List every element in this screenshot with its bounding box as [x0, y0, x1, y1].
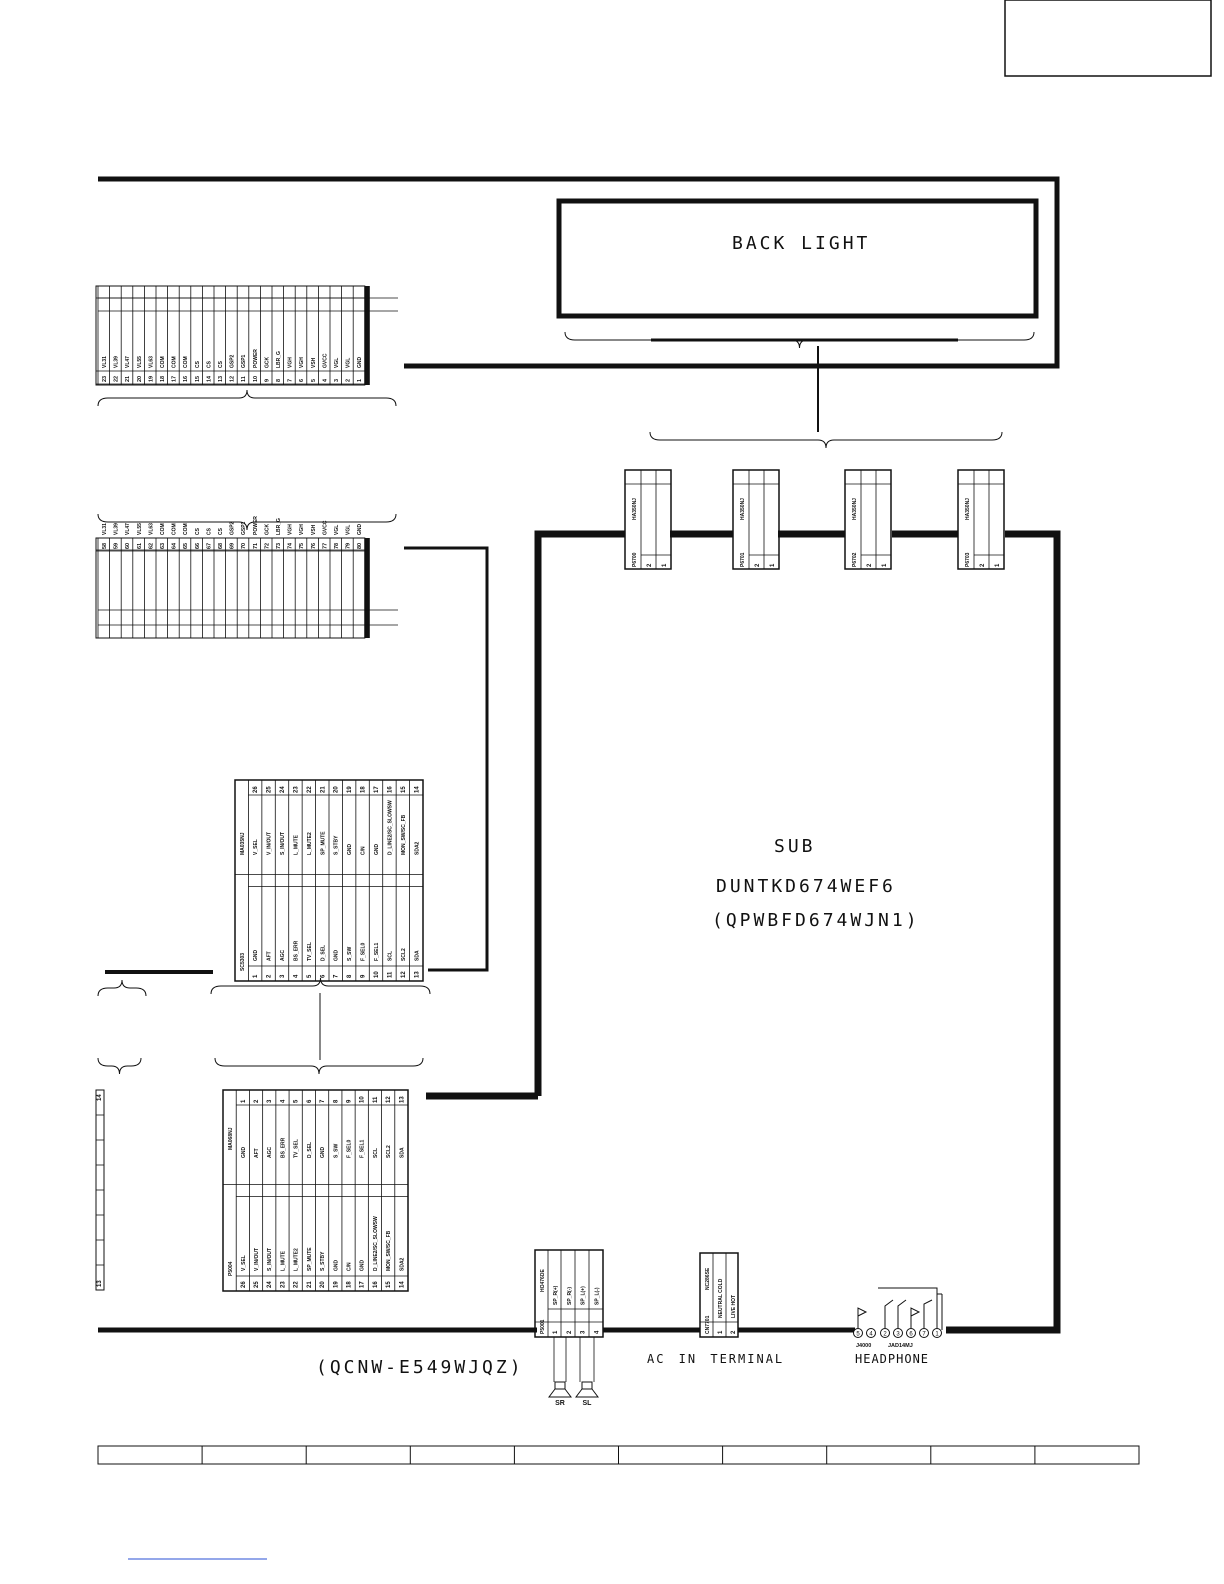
speaker-connector-pin-4: 4: [594, 1330, 601, 1334]
conn-lower-pin-8: 8: [333, 1099, 340, 1103]
sub-board-wire-left: [538, 534, 625, 1096]
conn-upper-pin-9: 9: [360, 974, 367, 978]
lcd-upper-pin-3: 3: [334, 378, 340, 382]
speaker-connector-signal: SP_L(+): [580, 1286, 587, 1305]
conn-lower-pin-19: 19: [333, 1281, 340, 1288]
page-number-box: [1005, 0, 1211, 76]
lcd-upper-pin-23: 23: [102, 375, 108, 382]
headphone-label: HEADPHONE: [855, 1352, 930, 1366]
speaker-connector-pin-1: 1: [553, 1330, 559, 1334]
conn-lower-signal: S_IN/OUT: [267, 1247, 274, 1271]
lcd-lower-strip: [96, 538, 365, 638]
lcd-lower-signal-23: GND: [357, 523, 364, 535]
lcd-lower-pin-67: 67: [206, 542, 213, 549]
conn-lower-pin-6: 6: [306, 1099, 313, 1103]
conn-upper-signal: L_MUTE: [293, 835, 300, 855]
speaker-left-icon: [576, 1382, 598, 1397]
conn-lower-pin-16: 16: [372, 1281, 379, 1288]
conn-lower-signal: AGC: [267, 1146, 274, 1158]
conn-lower-pin-10: 10: [359, 1096, 366, 1103]
conn-upper-pin-17: 17: [374, 786, 381, 793]
lcd-lower-pin-68: 68: [218, 542, 224, 549]
conn-upper-ref: SC5303: [240, 952, 246, 971]
conn-upper-pin-24: 24: [280, 786, 287, 793]
conn-upper-pin-23: 23: [293, 786, 300, 793]
lcd-lower-pin-58: 58: [102, 542, 108, 549]
backlight-label: BACK LIGHT: [732, 233, 871, 254]
conn-upper-signal: S_IN/OUT: [280, 831, 287, 855]
lcd-upper-pin-20: 20: [136, 375, 143, 382]
lcd-upper-pin-21: 21: [125, 375, 132, 382]
lcd-upper-pin-7: 7: [287, 378, 294, 382]
lcd-upper-signal-14: POWER: [252, 349, 259, 368]
conn-upper-signal: BS_ERR: [293, 940, 300, 961]
backlight-connector-pin: 2: [867, 563, 873, 567]
lcd-upper-signal-7: COM: [171, 356, 178, 368]
lcd-lower-signal-6: COM: [160, 523, 166, 535]
conn-lower-signal: S_SW: [333, 1143, 340, 1158]
conn-upper-pin-20: 20: [333, 786, 340, 793]
conn-upper-pin-15: 15: [400, 786, 407, 793]
conn-upper-signal: S_STBY: [333, 835, 340, 855]
ac-in-label: AC IN TERMINAL: [647, 1352, 785, 1366]
lcd-lower-pin-74: 74: [287, 542, 294, 549]
lcd-lower-signal-9: CS: [194, 528, 201, 535]
lcd-lower-signal-18: VGH: [299, 524, 306, 535]
ac-connector-ref: CN7701: [705, 1315, 711, 1334]
lcd-lower-signal-5: VL63: [148, 523, 155, 535]
conn-lower-pin-25: 25: [254, 1281, 261, 1288]
lcd-lower-signal-10: CS: [206, 528, 213, 535]
main-frame-wire: [98, 179, 1057, 366]
ac-connector-type: NC286SE: [705, 1267, 711, 1290]
lcd-upper-pin-15: 15: [194, 375, 201, 382]
conn-upper-signal: L_MUTE2: [306, 832, 313, 855]
lcd-upper-pin-12: 12: [229, 375, 236, 382]
conn-lower-pin-13: 13: [399, 1096, 406, 1103]
lcd-lower-pin-73: 73: [276, 542, 282, 549]
conn-lower-signal: F_SEL1: [359, 1139, 366, 1158]
conn-upper-signal: MON_SW/SC_FB: [400, 814, 407, 855]
conn-upper-pin-18: 18: [360, 786, 367, 793]
lcd-upper-strip: [96, 286, 365, 385]
conn-upper-signal: SP_MUTE: [320, 831, 327, 855]
lcd-upper-signal-4: VL55: [136, 356, 143, 368]
conn-lower-signal: V_IN/OUT: [254, 1247, 261, 1271]
conn-upper-signal: SDA: [414, 950, 421, 961]
conn-upper-signal: S_SW: [347, 946, 354, 961]
speaker-connector-signal: SP_L(-): [594, 1287, 601, 1305]
lcd-upper-signal-6: COM: [160, 356, 166, 368]
conn-upper-signal: AGC: [280, 949, 287, 961]
conn-lower-signal: L_MUTE: [280, 1251, 287, 1271]
lcd-lower-pin-70: 70: [241, 542, 248, 549]
conn-lower-signal: SDA: [399, 1147, 406, 1158]
conn-lower-signal: L_MUTE2: [293, 1248, 300, 1271]
lcd-lower-pin-72: 72: [264, 542, 271, 549]
lcd-upper-signal-17: VGH: [287, 357, 294, 368]
conn-lower-signal: SP_MUTE: [306, 1247, 313, 1271]
lcd-upper-pin-8: 8: [276, 378, 282, 382]
conn-upper-signal: TV_SEL: [306, 942, 313, 961]
conn-lower-signal: D_LINE2/SC_SLOWSW: [372, 1216, 379, 1271]
conn-upper-pin-10: 10: [374, 971, 381, 978]
conn-upper-signal: GND: [374, 843, 381, 855]
speaker-connector-type: HO476DE: [540, 1269, 546, 1292]
conn-upper-signal: V_IN/OUT: [266, 831, 273, 855]
conn-lower-ref: P5004: [228, 1261, 234, 1276]
sub-board-part: DUNTKD674WEF6: [716, 876, 896, 897]
lcd-upper-strip-edge: [365, 286, 370, 385]
lcd-upper-signal-21: VGL: [334, 357, 340, 368]
backlight-connector-pin: 1: [770, 563, 776, 567]
conn-lower-pin-9: 9: [346, 1099, 353, 1103]
conn-lower-pin-21: 21: [306, 1281, 313, 1288]
lcd-lower-signal-16: LBR_G: [276, 518, 282, 535]
conn-lower-signal: D_SEL: [306, 1141, 313, 1158]
conn-lower-pin-17: 17: [359, 1281, 366, 1288]
lcd-upper-pin-2: 2: [345, 378, 352, 382]
lcd-lower-pin-61: 61: [136, 542, 143, 549]
lcd-lower-to-conn-wire: [404, 548, 487, 970]
conn-upper-pin-26: 26: [253, 786, 260, 793]
speaker-label: SL: [582, 1400, 592, 1407]
lcd-upper-pin-14: 14: [206, 375, 213, 382]
conn-upper-pin-21: 21: [320, 786, 327, 793]
lcd-lower-pin-69: 69: [229, 542, 236, 549]
conn-upper-pin-16: 16: [387, 786, 394, 793]
conn-lower-pin-5: 5: [293, 1099, 300, 1103]
conn-upper-pin-3: 3: [280, 974, 287, 978]
lcd-upper-pin-16: 16: [183, 375, 190, 382]
conn-upper-pin-25: 25: [266, 786, 273, 793]
conn-upper-signal: SCL2: [400, 948, 407, 961]
conn-upper-pin-8: 8: [347, 974, 354, 978]
conn-upper-pin-12: 12: [400, 971, 407, 978]
conn-upper-pin-4: 4: [293, 974, 300, 978]
lcd-upper-pin-19: 19: [148, 375, 155, 382]
sub-board-code: (QPWBFD674WJN1): [712, 910, 920, 931]
lcd-upper-signal-1: VL31: [102, 356, 108, 368]
lcd-lower-pin-75: 75: [299, 542, 306, 549]
backlight-connector-ref: P6701: [740, 552, 746, 567]
left-brace-lower: [98, 1058, 141, 1074]
conn-upper-pin-19: 19: [347, 786, 354, 793]
lcd-lower-pin-60: 60: [125, 542, 132, 549]
backlight-connector-ref: P6700: [632, 552, 638, 567]
lcd-lower-signal-22: VGL: [345, 524, 352, 535]
conn-lower-signal: GND: [359, 1259, 366, 1271]
lcd-upper-signal-10: CS: [206, 361, 213, 368]
lcd-lower-signal-8: COM: [183, 523, 190, 535]
backlight-connector-pin: 2: [755, 563, 761, 567]
component-layer: [96, 0, 1211, 1559]
speaker-connector-signal: SP_R(+): [553, 1285, 559, 1305]
lcd-upper-signal-16: LBR_G: [276, 351, 282, 368]
conn-lower-signal: MON_SW/SC_FB: [386, 1230, 393, 1271]
headphone-pin-2: 2: [883, 1331, 887, 1338]
conn-upper-pin-14: 14: [414, 786, 421, 793]
conn-lower-pin-23: 23: [280, 1281, 287, 1288]
conn-lower-pin-24: 24: [267, 1281, 274, 1288]
conn-upper-pin-6: 6: [320, 974, 327, 978]
speaker-connector-pin-2: 2: [566, 1330, 573, 1334]
headphone-contact: [911, 1308, 919, 1328]
lcd-lower-pin-64: 64: [171, 542, 178, 549]
lcd-upper-brace: [98, 390, 396, 406]
lcd-lower-signal-3: VL47: [125, 523, 132, 535]
lcd-upper-pin-22: 22: [113, 375, 120, 382]
conn-lower-pin-26: 26: [240, 1281, 247, 1288]
conn-lower-pin-3: 3: [267, 1099, 274, 1103]
lcd-lower-signal-4: VL55: [136, 523, 143, 535]
speaker-label: SR: [555, 1400, 565, 1407]
conn-upper-signal: AFT: [266, 951, 273, 961]
conn-upper-signal: SDA2: [414, 841, 421, 855]
headphone-pin-4: 4: [869, 1331, 873, 1338]
headphone-pin-3: 3: [896, 1331, 900, 1338]
conn-lower-pin-18: 18: [346, 1281, 353, 1288]
lcd-upper-signal-13: GSP1: [241, 354, 248, 368]
conn-upper-signal: C/N: [360, 846, 367, 855]
backlight-connector-type: HA350NJ: [965, 498, 971, 520]
conn-upper-signal: GND: [333, 949, 340, 961]
lcd-upper-pin-1: 1: [357, 378, 364, 382]
ac-connector-signal: LIVE HOT: [731, 1294, 737, 1318]
lcd-lower-pin-62: 62: [148, 542, 155, 549]
headphone-contact: [924, 1300, 932, 1328]
conn-lower-signal: AFT: [254, 1148, 261, 1158]
lcd-lower-strip-edge: [365, 538, 370, 638]
backlight-connector-type: HA350NJ: [740, 498, 746, 520]
conn-lower-pin-22: 22: [293, 1281, 300, 1288]
headphone-pin-6: 6: [909, 1331, 913, 1338]
lcd-upper-pin-17: 17: [171, 375, 178, 382]
lcd-lower-signal-11: CS: [218, 528, 224, 535]
lcd-lower-pin-71: 71: [252, 542, 259, 549]
ac-connector-pin-1: 1: [718, 1330, 724, 1334]
sub-board-wire-right: [946, 534, 1057, 1330]
ac-connector-pin-2: 2: [731, 1330, 737, 1334]
lcd-upper-signal-23: GND: [357, 356, 364, 368]
lcd-upper-signal-9: CS: [194, 361, 201, 368]
lcd-upper-signal-5: VL63: [148, 356, 155, 368]
speaker-connector-pin-3: 3: [580, 1330, 587, 1334]
lcd-upper-pin-13: 13: [218, 375, 224, 382]
headphone-pin-5: 5: [856, 1331, 860, 1338]
lcd-lower-signal-1: VL31: [102, 523, 108, 535]
conn-upper-signal: D_LINE2/SC_SLOWSW: [387, 800, 394, 855]
lcd-upper-signal-12: GSP2: [229, 354, 236, 368]
conn-lower-signal: V_SEL: [240, 1255, 247, 1271]
conn-lower-pin-2: 2: [254, 1099, 261, 1103]
conn-upper-signal: GND: [347, 843, 354, 855]
conn-lower-pin-14: 14: [399, 1281, 406, 1288]
conn-upper-pin-2: 2: [266, 974, 273, 978]
backlight-connector-ref: P6702: [852, 552, 858, 567]
headphone-contact: [885, 1300, 893, 1328]
conn-upper-signal: SCL: [387, 951, 394, 961]
conn-lower-signal: SCL: [372, 1148, 379, 1158]
lcd-lower-signal-14: POWER: [252, 516, 259, 535]
backlight-connector-type: HA350NJ: [632, 498, 638, 520]
lcd-lower-pin-66: 66: [194, 542, 201, 549]
lcd-lower-pin-78: 78: [334, 542, 340, 549]
lcd-lower-signal-12: GSP2: [229, 521, 236, 535]
conn-upper-signal: F_SEL0: [360, 942, 367, 961]
conn-lower-signal: BS_ERR: [280, 1137, 287, 1158]
conn-lower-signal: TV_SEL: [293, 1139, 300, 1158]
conn-lower-pin-15: 15: [386, 1281, 393, 1288]
backlight-connector-brace: [650, 432, 1002, 448]
headphone-frame: [878, 1288, 937, 1328]
lcd-upper-pin-6: 6: [299, 378, 306, 382]
headphone-pin-1: 1: [935, 1331, 939, 1338]
lcd-upper-pin-11: 11: [241, 376, 248, 382]
lcd-upper-signal-20: GVCC: [322, 353, 329, 368]
conn-upper-signal: V_SEL: [253, 839, 260, 855]
lcd-upper-pin-18: 18: [160, 375, 166, 382]
lcd-lower-signal-15: GCK: [264, 523, 271, 535]
conn-lower-pin-11: 11: [372, 1096, 379, 1103]
conn-lower-pin-7: 7: [320, 1099, 327, 1103]
left-edge-pin: 14: [97, 1094, 103, 1101]
lcd-lower-signal-17: VGH: [287, 524, 294, 535]
lcd-lower-pin-59: 59: [113, 542, 120, 549]
conn-upper-signal: F_SEL1: [374, 942, 381, 961]
conn-lower-signal: GND: [240, 1146, 247, 1158]
conn-upper-pin-11: 11: [387, 971, 394, 978]
headphone-ref-j4000: J4000: [856, 1343, 872, 1349]
conn-lower-pin-4: 4: [280, 1099, 287, 1103]
conn-lower-signal: GND: [320, 1146, 327, 1158]
conn-upper-type: MA035NJ: [240, 832, 246, 855]
conn-lower-signal: C/N: [346, 1262, 353, 1271]
backlight-connector-pin: 2: [980, 563, 986, 567]
speaker-connector-ref: P5001: [540, 1319, 546, 1334]
left-edge-pin: 13: [97, 1280, 103, 1287]
lcd-lower-pin-76: 76: [310, 542, 317, 549]
conn-lower-brace: [215, 1058, 423, 1074]
lcd-lower-pin-65: 65: [183, 542, 190, 549]
lcd-lower-signal-13: GSP1: [241, 521, 248, 535]
lcd-lower-pin-79: 79: [345, 542, 352, 549]
lcd-upper-pin-4: 4: [322, 378, 329, 382]
headphone-contact: [858, 1308, 866, 1328]
lcd-lower-signal-2: VL39: [113, 523, 120, 535]
ac-connector-signal: NEUTRAL COLD: [718, 1278, 724, 1318]
conn-lower-pin-1: 1: [240, 1099, 247, 1103]
speaker-right-icon: [549, 1382, 571, 1397]
lcd-upper-signal-11: CS: [218, 361, 224, 368]
conn-upper-pin-5: 5: [306, 974, 313, 978]
lcd-upper-signal-8: COM: [183, 356, 190, 368]
conn-lower-pin-12: 12: [386, 1096, 393, 1103]
lcd-upper-pin-5: 5: [310, 378, 317, 382]
headphone-ref-jad14mj: JAD14MJ: [888, 1343, 913, 1349]
backlight-connector-pin: 1: [995, 563, 1001, 567]
conn-lower-signal: GND: [333, 1259, 340, 1271]
conn-upper-pin-1: 1: [253, 974, 260, 978]
conn-upper-pin-22: 22: [306, 786, 313, 793]
backlight-connector-pin: 2: [647, 563, 653, 567]
lcd-upper-signal-15: GCK: [264, 356, 271, 368]
lcd-upper-pin-9: 9: [264, 378, 271, 382]
conn-lower-type: MA068NJ: [228, 1127, 234, 1150]
cable-code: (QCNW-E549WJQZ): [316, 1357, 524, 1378]
lcd-upper-signal-19: VSH: [310, 357, 317, 368]
backlight-connector-pin: 1: [882, 563, 888, 567]
lcd-lower-signal-20: GVCC: [322, 520, 329, 535]
conn-lower-signal: SDA2: [399, 1257, 406, 1271]
left-brace-upper: [98, 980, 146, 996]
conn-upper-signal: D_SEL: [320, 944, 327, 961]
sub-board-name: SUB: [774, 836, 816, 857]
conn-lower-signal: SCL2: [386, 1145, 393, 1158]
backlight-connector-pin: 1: [662, 563, 668, 567]
conn-upper-pin-7: 7: [333, 974, 340, 978]
lcd-lower-signal-21: VGL: [334, 524, 340, 535]
lcd-lower-signal-19: VSH: [310, 524, 317, 535]
lcd-lower-signal-7: COM: [171, 523, 178, 535]
headphone-pin-7: 7: [922, 1331, 926, 1338]
conn-upper-pin-13: 13: [414, 971, 421, 978]
conn-upper-signal: GND: [253, 949, 260, 961]
lcd-upper-signal-2: VL39: [113, 356, 120, 368]
backlight-box: [559, 201, 1036, 316]
speaker-connector-signal: SP_R(-): [566, 1286, 573, 1305]
lcd-lower-pin-80: 80: [357, 542, 364, 549]
lcd-upper-pin-10: 10: [252, 375, 259, 382]
headphone-contact: [898, 1300, 906, 1328]
conn-lower-signal: F_SEL0: [346, 1139, 353, 1158]
lcd-upper-signal-3: VL47: [125, 356, 132, 368]
lcd-lower-pin-77: 77: [322, 542, 329, 549]
backlight-connector-type: HA350NJ: [852, 498, 858, 520]
conn-lower-pin-20: 20: [320, 1281, 327, 1288]
backlight-connector-ref: P6703: [965, 552, 971, 567]
lcd-upper-signal-18: VGH: [299, 357, 306, 368]
lcd-lower-pin-63: 63: [160, 542, 166, 549]
lcd-upper-signal-22: VGL: [345, 357, 352, 368]
conn-lower-signal: S_STBY: [320, 1251, 327, 1271]
